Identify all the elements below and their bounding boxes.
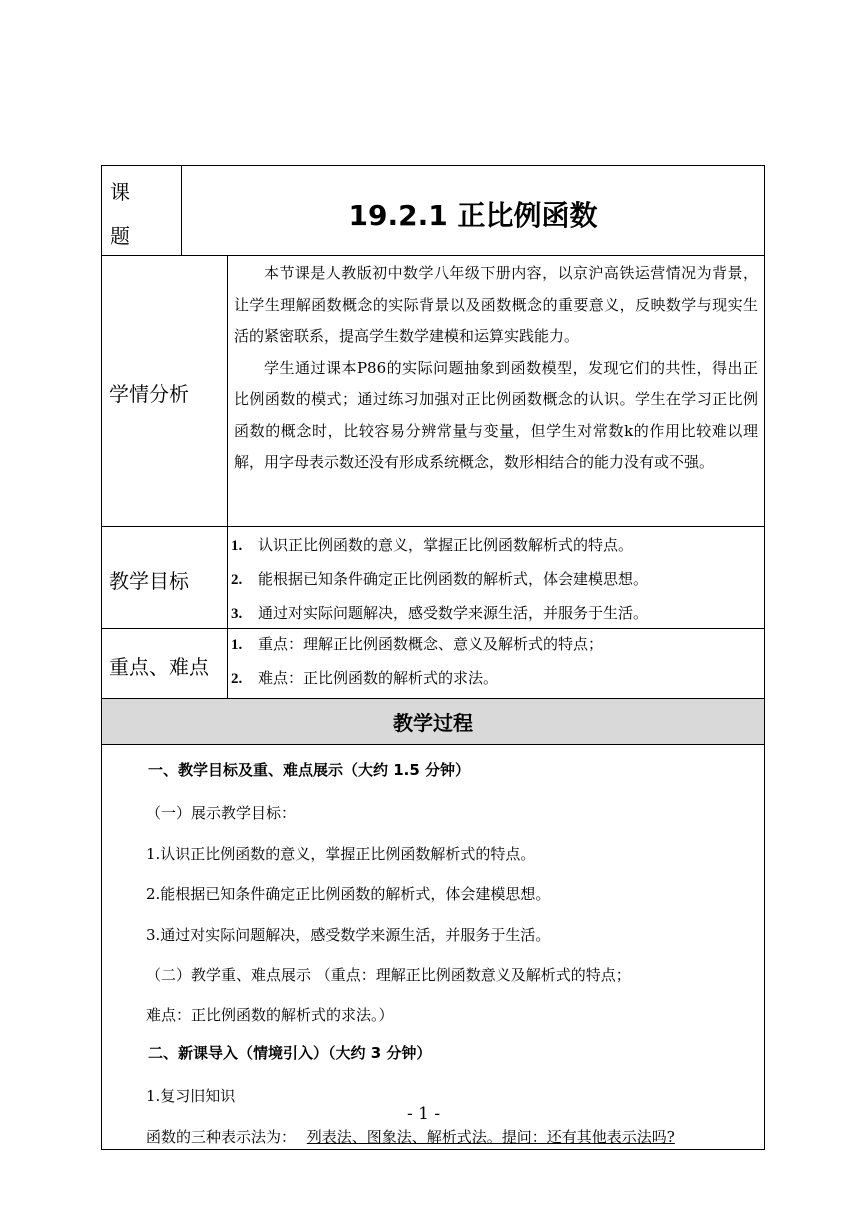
process-title: 教学过程: [102, 699, 764, 744]
section-heading: 二、新课导入（情境引入）（大约 3 分钟）: [148, 1044, 432, 1062]
lesson-title: 19.2.1 正比例函数: [348, 199, 598, 232]
item-text: 能根据已知条件确定正比例函数的解析式，体会建模思想。: [258, 570, 649, 588]
page-number: - 1 -: [407, 1104, 441, 1124]
goal-line: 2.能根据已知条件确定正比例函数的解析式，体会建模思想。: [146, 885, 551, 903]
topic-label-char: 题: [110, 224, 130, 248]
column-divider: [227, 255, 228, 698]
objectives-label: 教学目标: [109, 569, 189, 593]
section-heading: 一、教学目标及重、难点展示（大约 1.5 分钟）: [148, 761, 471, 779]
objective-item: [231, 563, 761, 597]
item-text: 认识正比例函数的意义，掌握正比例函数解析式的特点。: [258, 536, 634, 554]
representation-prefix: 函数的三种表示法为：: [146, 1128, 297, 1146]
subsection-continued: 难点：正比例函数的解析式的求法。）: [146, 1006, 394, 1024]
representation-line: [146, 1126, 675, 1147]
subsection-heading: （一）展示教学目标：: [146, 804, 297, 822]
subsection-heading: （二）教学重、难点展示 （重点：理解正比例函数意义及解析式的特点；: [146, 966, 631, 984]
item-number: 2.: [231, 671, 243, 687]
keypoints-list: [231, 628, 761, 696]
representation-answer: 列表法、图象法、解析式法。提问：还有其他表示法吗?: [306, 1128, 675, 1146]
goal-line: 3.通过对实际问题解决，感受数学来源生活，并服务于生活。: [146, 926, 551, 944]
review-heading: 1.复习旧知识: [146, 1087, 236, 1105]
objectives-list: [231, 529, 761, 631]
item-text: 通过对实际问题解决，感受数学来源生活，并服务于生活。: [258, 604, 649, 622]
analysis-paragraph: 学生通过课本P86的实际问题抽象到函数模型，发现它们的共性，得出正比例函数的模式；通过练习加强对正比例函数概念的认识。学生在学习正比例函数的概念时，比较容易分辨常量与变量，但学生对常数k的作用比较难以理解，用字母表示数还没有形成系统概念，数形相结合的能力没有或不强。: [234, 358, 758, 471]
topic-label-char: 课: [110, 180, 130, 204]
analysis-paragraph: 本节课是人教版初中数学八年级下册内容，以京沪高铁运营情况为背景，让学生理解函数概念的实际背景以及函数概念的重要意义，反映数学与现实生活的紧密联系，提高学生数学建模和运算实践能力。: [234, 264, 758, 345]
objective-item: [231, 597, 761, 631]
item-number: 3.: [231, 606, 243, 622]
item-number: 1.: [231, 538, 243, 554]
goal-line: 1.认识正比例函数的意义，掌握正比例函数解析式的特点。: [146, 845, 536, 863]
row-divider: [101, 255, 765, 256]
item-text: 重点：理解正比例函数概念、意义及解析式的特点；: [258, 635, 604, 653]
item-number: 1.: [231, 637, 243, 653]
analysis-label: 学情分析: [109, 382, 189, 406]
keypoints-label: 重点、难点: [109, 655, 209, 679]
row-divider: [101, 526, 765, 527]
item-number: 2.: [231, 572, 243, 588]
objective-item: [231, 529, 761, 563]
keypoint-item: [231, 662, 761, 696]
row-divider: [101, 744, 765, 745]
analysis-content: [234, 258, 758, 479]
keypoint-item: [231, 628, 761, 662]
item-text: 难点：正比例函数的解析式的求法。: [258, 669, 499, 687]
